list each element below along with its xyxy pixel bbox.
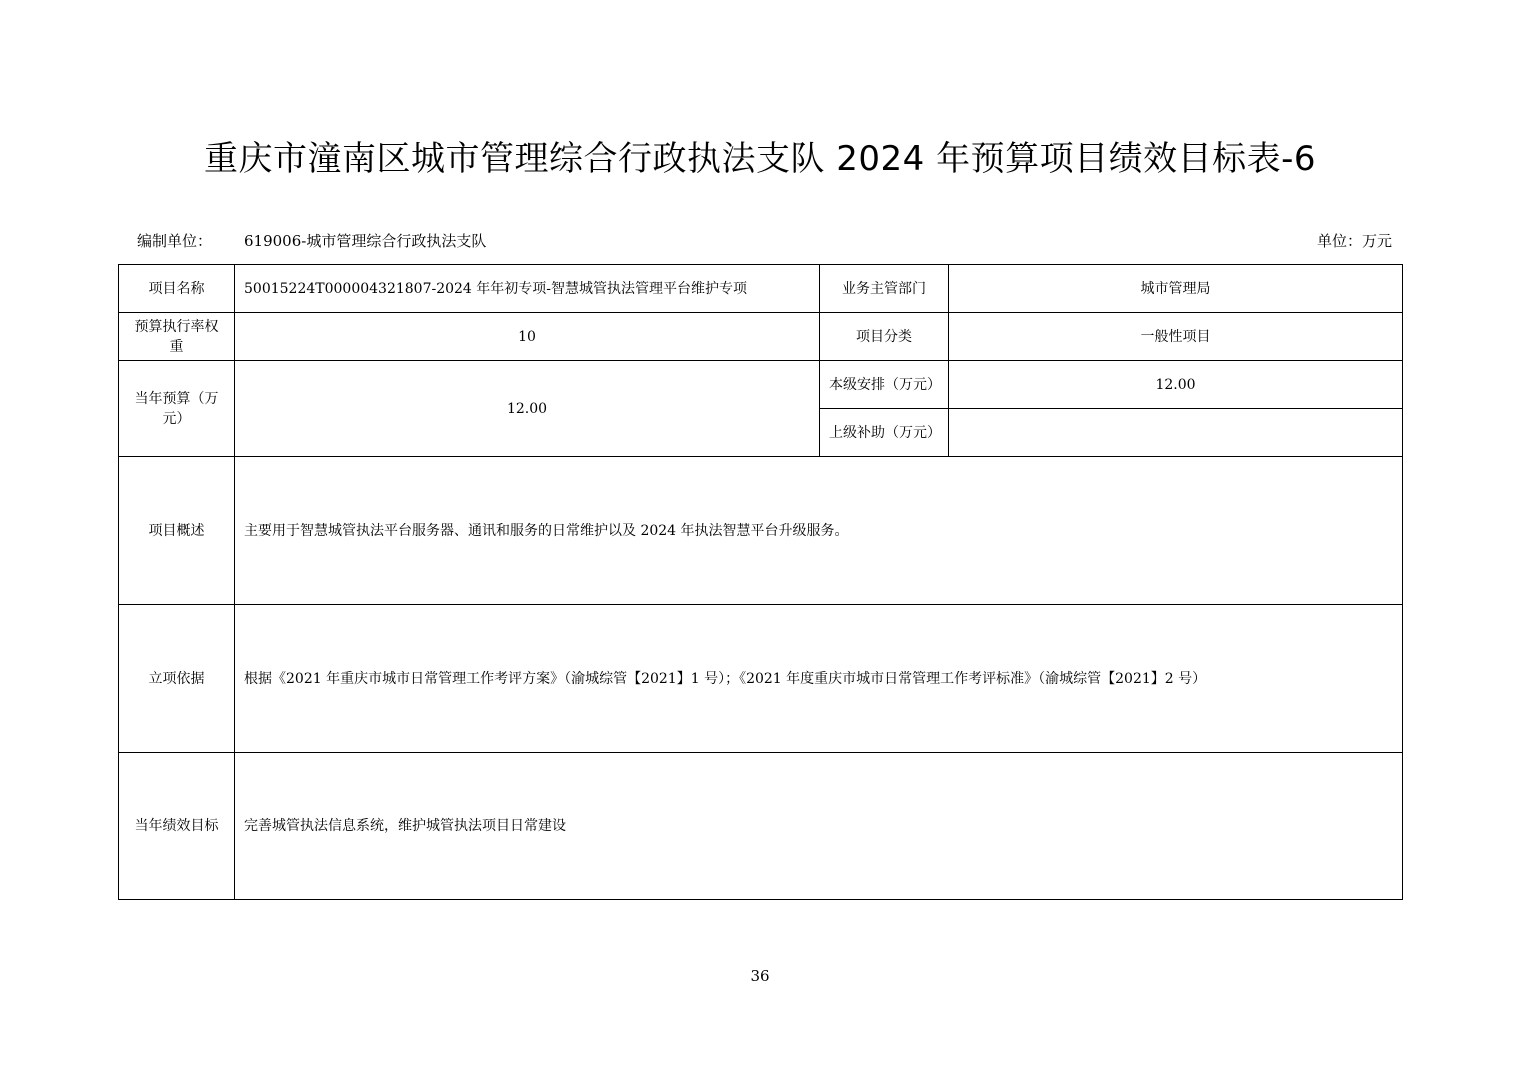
basis-label: 立项依据: [119, 605, 235, 753]
overview-label: 项目概述: [119, 457, 235, 605]
project-name-value: 50015224T000004321807-2024 年年初专项-智慧城管执法管理平台维护专项: [235, 265, 820, 313]
exec-rate-weight-value: 10: [235, 313, 820, 361]
project-category-value: 一般性项目: [949, 313, 1403, 361]
project-category-label: 项目分类: [820, 313, 949, 361]
performance-goal-table: [118, 264, 1403, 900]
supervising-dept-label: 业务主管部门: [820, 265, 949, 313]
page-number: 36: [750, 967, 770, 985]
compiling-unit-value: 619006-城市管理综合行政执法支队: [244, 232, 487, 250]
superior-subsidy-label: 上级补助（万元）: [820, 409, 949, 457]
table-row: [119, 265, 1403, 313]
annual-goal-label: 当年绩效目标: [119, 753, 235, 900]
table-row: [119, 605, 1403, 753]
page-title: 重庆市潼南区城市管理综合行政执法支队 2024 年预算项目绩效目标表-6: [203, 139, 1317, 179]
overview-value: 主要用于智慧城管执法平台服务器、通讯和服务的日常维护以及 2024 年执法智慧平台升级服务。: [235, 457, 1403, 605]
basis-value: 根据《2021 年重庆市城市日常管理工作考评方案》（渝城综管【2021】1 号）；《2021 年度重庆市城市日常管理工作考评标准》（渝城综管【2021】2 号）: [235, 605, 1403, 753]
local-arrangement-value: 12.00: [949, 361, 1403, 409]
table-row: [119, 361, 1403, 409]
table-row: [119, 753, 1403, 900]
compiling-unit-label: 编制单位：: [137, 232, 213, 250]
table-row: [119, 313, 1403, 361]
superior-subsidy-value: [949, 409, 1403, 457]
annual-budget-label: 当年预算（万元）: [119, 361, 235, 457]
local-arrangement-label: 本级安排（万元）: [820, 361, 949, 409]
annual-budget-value: 12.00: [235, 361, 820, 457]
supervising-dept-value: 城市管理局: [949, 265, 1403, 313]
annual-goal-value: 完善城管执法信息系统，维护城管执法项目日常建设: [235, 753, 1403, 900]
project-name-label: 项目名称: [119, 265, 235, 313]
exec-rate-weight-label: 预算执行率权重: [119, 313, 235, 361]
unit-note: 单位：万元: [1316, 232, 1392, 250]
table-row: [119, 457, 1403, 605]
